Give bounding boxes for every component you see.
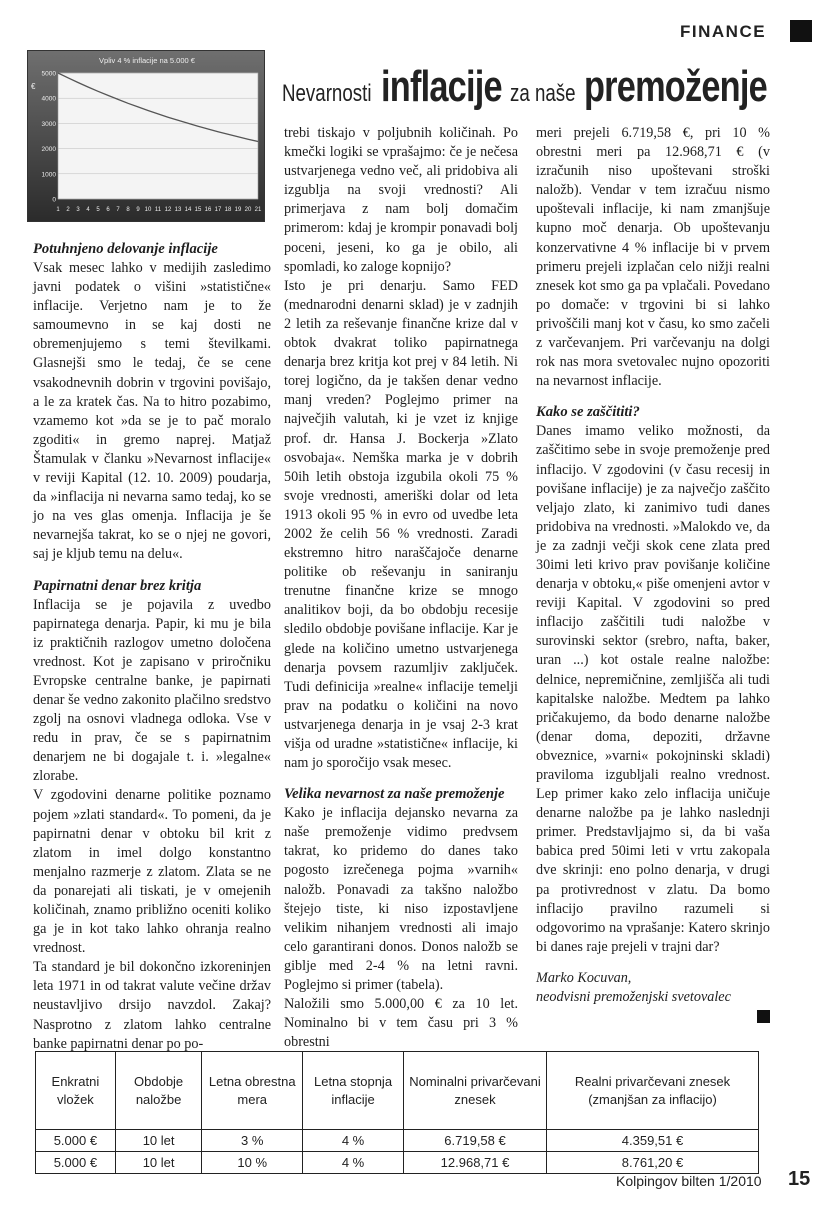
subheading: Velika nevarnost za naše premoženje	[284, 786, 505, 803]
table-header-cell: Letna obrestna mera	[202, 1052, 303, 1130]
savings-table	[35, 1051, 759, 1174]
chart-xtick-label: 10	[144, 207, 152, 213]
chart-xtick-label: 21	[254, 207, 262, 213]
subheading: Kako se zaščititi?	[536, 404, 640, 421]
chart-ytick-label: 2000	[41, 146, 56, 154]
author-role: neodvisni premoženjski svetovalec	[536, 989, 731, 1006]
chart-plot-area	[58, 73, 258, 199]
chart-xtick-label: 14	[184, 207, 192, 213]
chart-xtick-label: 13	[174, 207, 182, 213]
table-cell: 10 %	[202, 1152, 303, 1174]
chart-xtick-label: 15	[194, 207, 202, 213]
chart-xtick-label: 2	[66, 207, 70, 213]
article-column-3	[536, 124, 770, 1023]
headline-word-4: premoženje	[583, 62, 767, 111]
chart-xtick-label: 12	[164, 207, 172, 213]
publication-footer: Kolpingov bilten 1/2010	[616, 1173, 762, 1189]
article-column-2	[284, 124, 518, 1052]
section-label: FINANCE	[680, 22, 767, 41]
paragraph: Inflacija se je pojavila z uvedbo papirnatega denarja. Papir, ki mu je bila iz praktičnih razlogov umetno določena vrednost. Kot je zapisano v priročniku Evropske centralne banke, je papirnati denar še vedno zakonito plačilno sredstvo zgolj na osnovi vladnega odloka. Vse v redu in prav, če se s papirnatnim denarjem ne bi dogajale t. i. »legalne« zlorabe.	[33, 596, 271, 785]
table-row	[36, 1152, 759, 1174]
table-cell: 10 let	[115, 1152, 202, 1174]
chart-ytick-label: 1000	[41, 171, 56, 179]
headline-word-3: za naše	[509, 80, 576, 107]
paragraph: Isto je pri denarju. Samo FED (mednarodni denarni sklad) je v zadnjih 2 letih za reševanje finančne krize dal v obtok dvakrat toliko papirnatnega denarja brez kritja kot prej v 84 letih. Ni torej logično, da je takšen denar vedno manj vreden? Poglejmo primer na največjih valutah, ki je vzet iz knjige prof. dr. Hansa J. Bockerja »Zlato osvobaja«. Nemška marka je v dobrih 50ih letih obstoja izgubila okoli 75 % svoje vrednosti, ameriški dolar od leta 1913 okoli 95 % in evro od uvedbe leta 2002 že celih 56 % vrednosti. Zaradi ekstremno hitro naraščajoče denarne politike ob reševanju in saniranju trenutne finančne krize se mnogo analitikov boji, da bo obdobju recesije sledilo obdobje povišane inflacije. Kar je glede na količino umetno ustvarjenega denarja povsem razumljiv zaključek. Tudi definicija »realne« inflacije temelji prav na podatku o količini na novo ustvarjenega denarja in je vsaj 2-3 krat višja od uradne »statistične« inflacije, ki nam jo sporočijo vsak mesec.	[284, 277, 518, 772]
table-cell: 5.000 €	[36, 1152, 116, 1174]
table-cell: 4.359,51 €	[546, 1130, 758, 1152]
chart-xtick-label: 11	[154, 207, 162, 213]
table-cell: 4 %	[303, 1130, 404, 1152]
chart-xtick-label: 8	[126, 207, 130, 213]
table-cell: 10 let	[115, 1130, 202, 1152]
chart-xtick-label: 3	[76, 207, 80, 213]
chart-ytick-label: 4000	[41, 95, 56, 103]
table-cell: 6.719,58 €	[404, 1130, 547, 1152]
end-of-article-marker	[757, 1010, 770, 1023]
chart-xtick-label: 17	[214, 207, 222, 213]
chart-ylabel: €	[31, 82, 36, 91]
chart-xtick-label: 6	[106, 207, 110, 213]
paragraph: trebi tiskajo v poljubnih količinah. Po kmečki logiki se vprašajmo: če je nečesa ustvarjenega vedno več, ali pridobiva ali izgublja na svoji vrednosti? Ali primerjava z nam bolj domačim primerom: kdaj je krompir ponavadi bolj poceni, jeseni, ko ga je obilo, ali spomladi, ko zaloge kopnijo?	[284, 125, 518, 275]
table-header-cell: Enkratni vložek	[36, 1052, 116, 1130]
chart-xtick-label: 20	[244, 207, 252, 213]
table-cell: 12.968,71 €	[404, 1152, 547, 1174]
article-column-1	[33, 240, 271, 1054]
author-name: Marko Kocuvan,	[536, 969, 632, 986]
chart-xtick-label: 1	[56, 207, 60, 213]
table-header-cell: Realni privarčevani znesek (zmanjšan za inflacijo)	[546, 1052, 758, 1130]
table-cell: 3 %	[202, 1130, 303, 1152]
table-cell: 8.761,20 €	[546, 1152, 758, 1174]
inflation-chart-svg	[28, 51, 266, 223]
paragraph: Kako je inflacija dejansko nevarna za naše premoženje vidimo predvsem takrat, ko pridemo do danes tako pogosto izrečenega pojma »varnih« naložb. Ponavadi za takšno naložbo štejejo tiste, ki niso izpostavljene velikim nihanjem vrednosti ali imajo celo garantirani donos. Donos naložb se giblje med 2-4 % na letni ravni. Poglejmo si primer (tabela).	[284, 805, 518, 994]
chart-xtick-label: 5	[96, 207, 100, 213]
inflation-chart	[27, 50, 265, 222]
page-number: 15	[788, 1168, 811, 1190]
paragraph: meri prejeli 6.719,58 €, pri 10 % obrestni meri pa 12.968,71 € (v izračunih niso upoštevani stroški naložb). Vendar v tem izračuu nismo upoštevali inflacije, ki nam zmanjšuje kupno moč denarja. Ob upoštevanju konzervativne 4 % inflacije bi v prvem primeru prejeli izplačan celo nižji realni znesek kot smo ga pa vplačali. Povedano po domače: v trgovini bi si lahko privoščili manj kot v času, ko smo začeli z varčevanjem. Pri varčevanju na dolgi rok nas mora svetovalec nujno opozoriti na nevarnost inflacije.	[536, 125, 770, 390]
chart-ytick-label: 5000	[41, 70, 56, 78]
subheading: Papirnatni denar brez kritja	[33, 577, 202, 594]
chart-xtick-label: 4	[86, 207, 90, 213]
table-header-cell: Letna stopnja inflacije	[303, 1052, 404, 1130]
section-marker	[790, 20, 812, 42]
paragraph: V zgodovini denarne politike poznamo pojem »zlati standard«. To pomeni, da je papirnatni denar v obtoku bil krit z zlatom in imel dolgo konstantno menjalno razmerje z zlatom. Zlata se ne da ponarejati ali tiskati, je v omejenih količinah, znamo približno oceniti koliko ga je in kot tako lahko ohranja realno vrednost.	[33, 787, 271, 957]
headline-word-1: Nevarnosti	[282, 80, 372, 107]
paragraph: Vsak mesec lahko v medijih zasledimo javni podatek o višini »statistične« inflacije. Verjetno nam je to že samoumevno in se kaj dosti ne obremenjujemo s temi številkami. Glasnejši smo le tedaj, če se cene vsakodnevnih dobrin v trgovini povišajo, a le za kratek čas. Na to hitro pozabimo, vzamemo kot »da se je to pač moralo zgoditi« in gremo naprej. Matjaž Štamulak v članku »Nevarnost inflacije« v reviji Kapital (12. 10. 2009) poudarja, da »inflacija ni nevarna samo tedaj, ko se jo na ves glas omenja. Inflacija je še nevarnejša takrat, ko se o njej ne govori, saj je kljub temu na delu«.	[33, 260, 271, 563]
table-cell: 4 %	[303, 1152, 404, 1174]
chart-title: Vpliv 4 % inflacije na 5.000 €	[99, 56, 195, 65]
chart-xtick-label: 16	[204, 207, 212, 213]
chart-xtick-label: 9	[136, 207, 140, 213]
chart-ytick-label: 0	[52, 196, 56, 204]
paragraph: Naložili smo 5.000,00 € za 10 let. Nominalno bi v tem času pri 3 % obrestni	[284, 996, 518, 1051]
chart-xtick-label: 18	[224, 207, 232, 213]
subheading: Potuhnjeno delovanje inflacije	[33, 241, 218, 257]
table-cell: 5.000 €	[36, 1130, 116, 1152]
paragraph: Danes imamo veliko možnosti, da zaščitimo sebe in svoje premoženje pred inflacijo. V zgodovini (v času recesij in povišane inflacije) je za največjo zaščito veljajo zlato, ki zanimivo tudi danes pridobiva na vrednosti. »Malokdo ve, da je za zadnji večji skok cene zlata pred 30imi leti krivo prav povišanje količine denarja v obtoku,« piše omenjeni avtor v reviji Kapital. V zgodovini so pred inflacijo zaščitili tudi naložbe v surovinski sektor (srebro, nafta, baker, uran ...) kot ostale realne naložbe: delnice, nepremičnine, zemljišča ali tudi kapitalske naložbe. Medtem pa lahko pričakujemo, da bodo denarne naložbe (denar doma, depoziti, državne obveznice, »varni« pokojninski skladi) praviloma izgubljali realno vrednost. Lep primer kako zelo inflacija uničuje denarne naložbe pa je lahko naslednji primer. Predstavljajmo si, da bi vaša babica pred 50imi leti v vrtu zakopala dve skrinji: eno polno denarja, v drugi pa protivrednost v zlatu. Da bomo inflacijo pravilno razumeli si odgovorimo na vprašanje: Katero skrinjo bi danes raje prejeli v trajni dar?	[536, 423, 770, 955]
article-headline	[282, 62, 792, 112]
table-header-row	[36, 1052, 759, 1130]
table-header-cell: Nominalni privarčevani znesek	[404, 1052, 547, 1130]
table-row	[36, 1130, 759, 1152]
table-header-cell: Obdobje naložbe	[115, 1052, 202, 1130]
headline-word-2: inflacije	[380, 62, 502, 111]
paragraph: Ta standard je bil dokončno izkoreninjen leta 1971 in od takrat valute večine držav neustavljivo drsijo navzdol. Zakaj? Nasprotno z zlatom lahko centralne banke papirnatni denar po po-	[33, 959, 271, 1052]
chart-xtick-label: 19	[234, 207, 242, 213]
chart-ytick-label: 3000	[41, 120, 56, 128]
chart-xtick-label: 7	[116, 207, 120, 213]
